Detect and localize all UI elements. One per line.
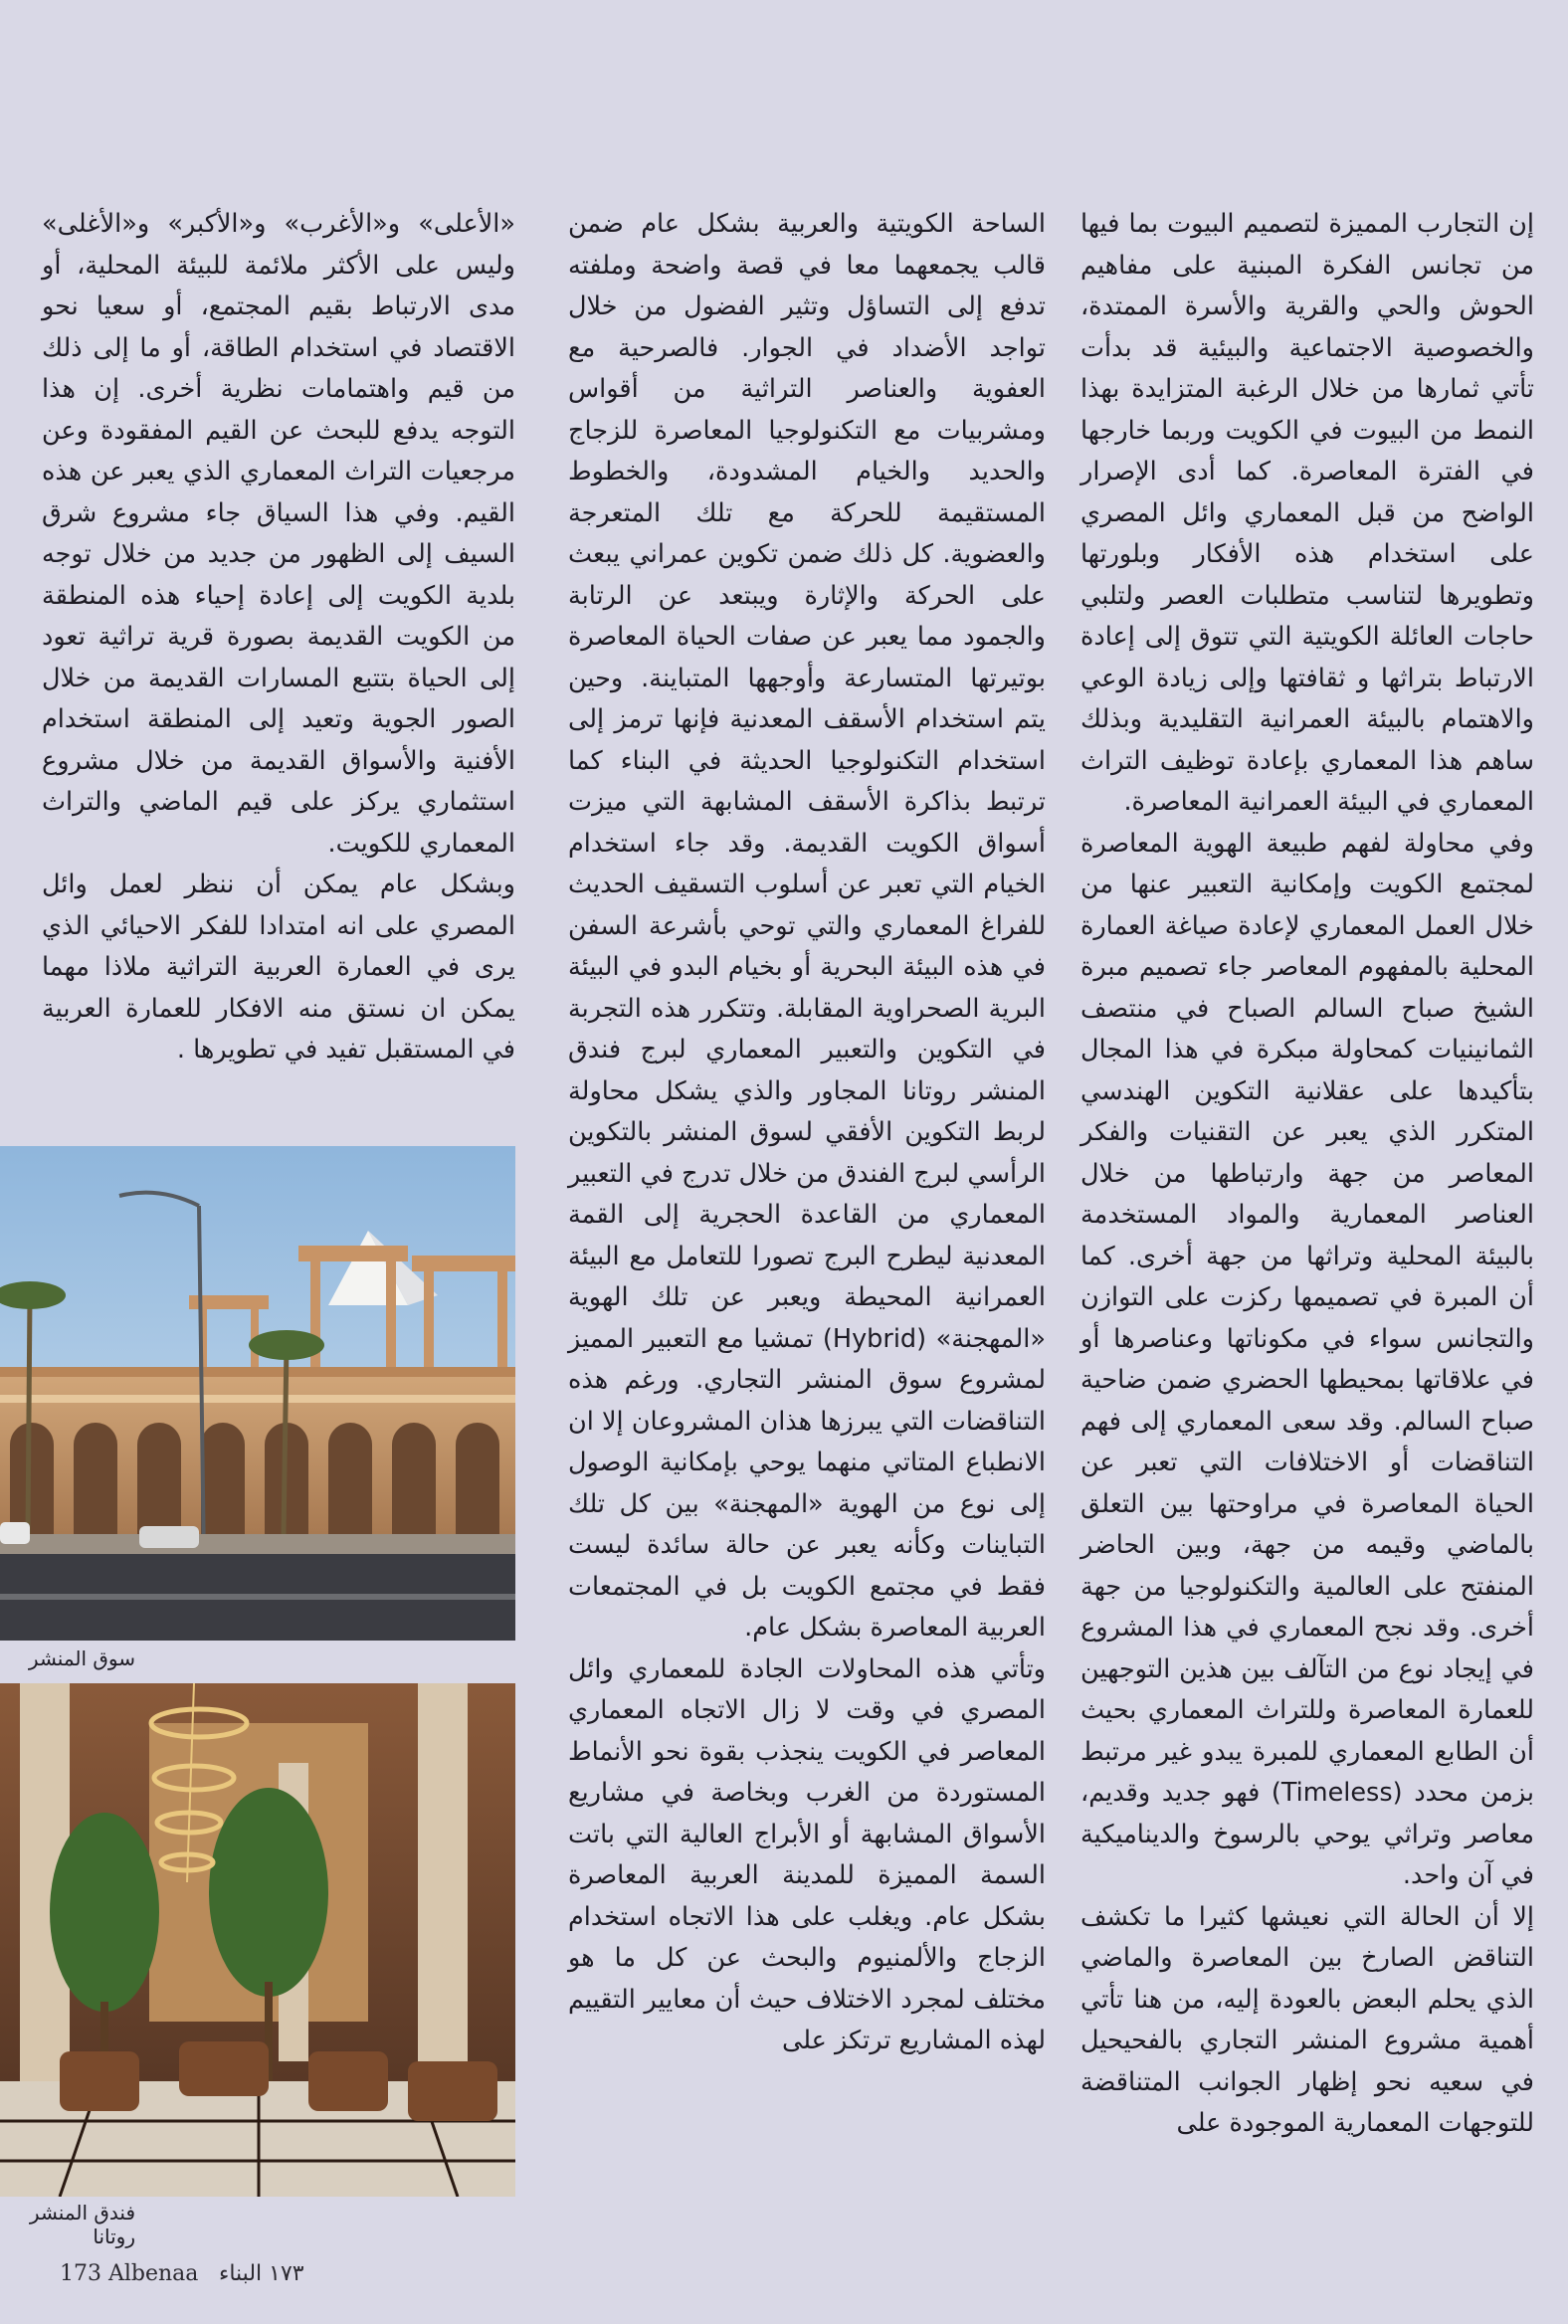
souk-photo — [0, 1146, 515, 1641]
souk-illustration — [0, 1146, 515, 1641]
hotel-lobby-illustration — [0, 1683, 515, 2197]
page-number-latin: 173 Albenaa — [60, 2261, 199, 2286]
hotel-photo-caption: فندق المنشر روتانا — [29, 2201, 135, 2248]
souk-photo-caption: سوق المنشر — [28, 1646, 135, 1670]
article-column-left: «الأعلى» و«الأغرب» و«الأكبر» و«الأغلى» وليس على الأكثر ملائمة للبيئة المحلية، أو مدى الارتباط بقيم المجتمع، أو سعيا نحو الاقتصاد في استخدام الطاقة، أو ما إلى ذلك من قيم واهتمامات نظرية أخرى. إن هذا التوجه يدفع للبحث عن القيم المفقودة وعن مرجعيات التراث المعماري الذي يعبر عن هذه القيم. وفي هذا السياق جاء مشروع شرق السيف إلى الظهور من جديد من خلال توجه بلدية الكويت إلى إعادة إحياء هذه المنطقة من الكويت القديمة بصورة قرية تراثية تعود إلى الحياة بتتبع المسارات القديمة من خلال الصور الجوية وتعيد إلى المنطقة استخدام الأفنية والأسواق القديمة من خلال مشروع استثماري يركز على قيم الماضي والتراث المعماري للكويت. وبشكل عام يمكن أن ننظر لعمل وائل المصري على انه امتدادا للفكر الاحيائي الذي يرى في العمارة العربية التراثية ملاذا مهما يمكن ان نستق منه الافكار للعمارة العربية في المستقبل تفيد في تطويرها . — [42, 209, 515, 1065]
page-number-arabic: ١٧٣ البناء — [219, 2261, 304, 2286]
hotel-photo — [0, 1683, 515, 2197]
article-column-middle: الساحة الكويتية والعربية بشكل عام ضمن قالب يجمعهما معا في قصة واضحة وملفته تدفع إلى التساؤل وتثير الفضول من خلال تواجد الأضداد في الجوار. فالصرحية مع العفوية والعناصر التراثية من أقواس ومشربيات مع التكنولوجيا المعاصرة للزجاج والحديد والخيام المشدودة، والخطوط المستقيمة للحركة مع تلك المتعرجة والعضوية. كل ذلك ضمن تكوين عمراني يبعث على الحركة والإثارة ويبتعد عن الرتابة والجمود مما يعبر عن صفات الحياة المعاصرة بوتيرتها المتسارعة وأوجهها المتباينة. وحين يتم استخدام الأسقف المعدنية فإنها ترمز إلى استخدام التكنولوجيا الحديثة في البناء كما ترتبط بذاكرة الأسقف المشابهة التي ميزت أسواق الكويت القديمة. وقد جاء استخدام الخيام التي تعبر عن أسلوب التسقيف الحديث للفراغ المعماري والتي توحي بأشرعة السفن في هذه البيئة البحرية أو بخيام البدو في البيئة البرية الصحراوية المقابلة. وتتكرر هذه التجربة في التكوين والتعبير المعماري لبرج فندق المنشر روتانا المجاور والذي يشكل محاولة لربط التكوين الأفقي لسوق المنشر بالتكوين الرأسي لبرج الفندق من خلال تدرج في التعبير المعماري من القاعدة الحجرية إلى القمة المعدنية ليطرح البرج تصورا للتعامل مع البيئة العمرانية المحيطة ويعبر عن تلك الهوية «المهجنة» (Hybrid) تمشيا مع التعبير المميز لمشروع سوق المنشر التجاري. ورغم هذه التناقضات التي يبرزها هذان المشروعان إلا ان الانطباع المتاتي منهما يوحي بإمكانية الوصول إلى نوع من الهوية «المهجنة» بين كل تلك التباينات وكأنه يعبر عن حالة سائدة ليست فقط في مجتمع الكويت بل في المجتمعات العربية المعاصرة بشكل عام. وتأتي هذه المحاولات الجادة للمعماري وائل المصري في وقت لا زال الاتجاه المعماري المعاصر في الكويت ينجذب بقوة نحو الأنماط المستوردة من الغرب وبخاصة في مشاريع الأسواق المشابهة أو الأبراج العالية التي باتت السمة المميزة للمدينة العربية المعاصرة بشكل عام. ويغلب على هذا الاتجاه استخدام الزجاج والألمنيوم والبحث عن كل ما هو مختلف لمجرد الاختلاف حيث أن معايير التقييم لهذه المشاريع ترتكز على — [568, 209, 1046, 2055]
article-column-right: إن التجارب المميزة لتصميم البيوت بما فيها من تجانس الفكرة المبنية على مفاهيم الحوش والحي والقرية والأسرة الممتدة، والخصوصية الاجتماعية والبيئية قد بدأت تأتي ثمارها من خلال الرغبة المتزايدة بهذا النمط من البيوت في الكويت وربما خارجها في الفترة المعاصرة. كما أدى الإصرار الواضح من قبل المعماري وائل المصري على استخدام هذه الأفكار وبلورتها وتطويرها لتناسب متطلبات العصر ولتلبي حاجات العائلة الكويتية التي تتوق إلى إعادة الارتباط بتراثها و ثقافتها وإلى زيادة الوعي والاهتمام بالبيئة العمرانية التقليدية وبذلك ساهم هذا المعماري بإعادة توظيف التراث المعماري في البيئة العمرانية المعاصرة. وفي محاولة لفهم طبيعة الهوية المعاصرة لمجتمع الكويت وإمكانية التعبير عنها من خلال العمل المعماري لإعادة صياغة العمارة المحلية بالمفهوم المعاصر جاء تصميم مبرة الشيخ صباح السالم الصباح في منتصف الثمانينيات كمحاولة مبكرة في هذا المجال بتأكيدها على عقلانية التكوين الهندسي المتكرر الذي يعبر عن التقنيات والفكر المعاصر من جهة وارتباطها من خلال العناصر المعمارية والمواد المستخدمة بالبيئة المحلية وتراثها من جهة أخرى. كما أن المبرة في تصميمها ركزت على التوازن والتجانس سواء في مكوناتها وعناصرها أو في علاقاتها بمحيطها الحضري ضمن ضاحية صباح السالم. وقد سعى المعماري إلى فهم التناقضات أو الاختلافات التي تعبر عن الحياة المعاصرة في مراوحتها بين التعلق بالماضي وقيمه من جهة، وبين الحاضر المنفتح على العالمية والتكنولوجيا من جهة أخرى. وقد نجح المعماري في هذا المشروع في إيجاد نوع من التآلف بين هذين التوجهين للعمارة المعاصرة وللتراث المعماري بحيث أن الطابع المعماري للمبرة يبدو غير مرتبط بزمن محدد (Timeless) فهو جديد وقديم، معاصر وتراثي يوحي بالرسوخ والديناميكية في آن واحد. إلا أن الحالة التي نعيشها كثيرا ما تكشف التناقض الصارخ بين المعاصرة والماضي الذي يحلم البعض بالعودة إليه، من هنا تأتي أهمية مشروع المنشر التجاري بالفحيحيل في سعيه نحو إظهار الجوانب المتناقضة للتوجهات المعمارية الموجودة على — [1080, 209, 1534, 2138]
